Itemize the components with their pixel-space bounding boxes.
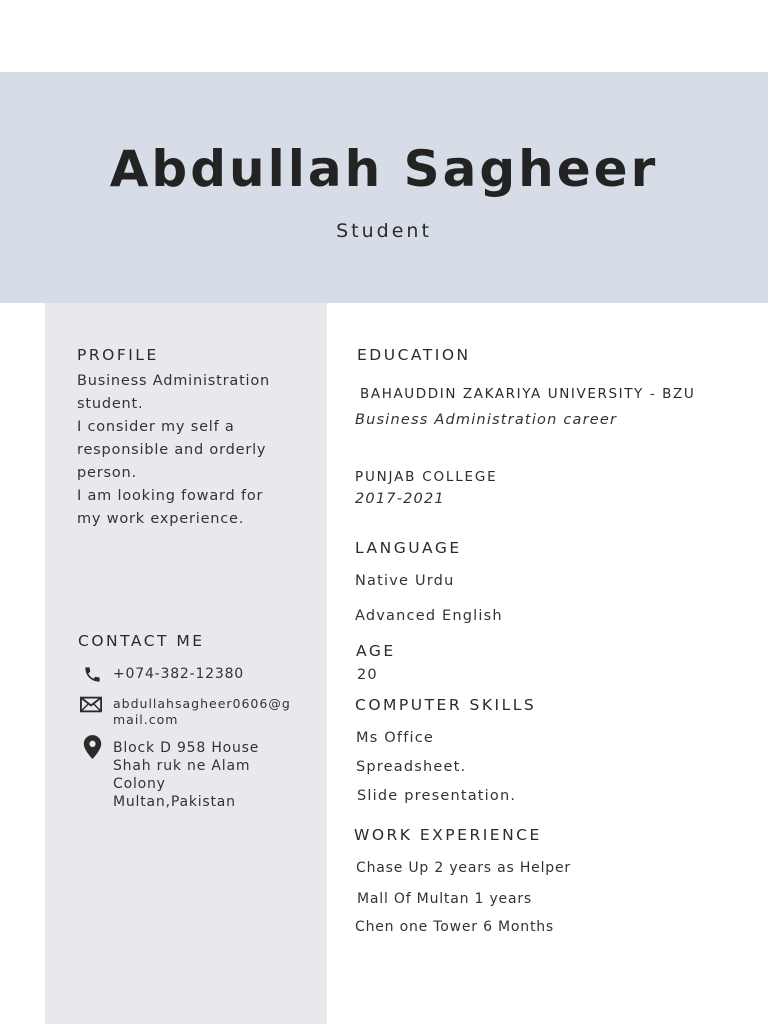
profile-line: person. [77, 465, 137, 481]
skill-item: Spreadsheet. [356, 759, 467, 775]
work-item: Mall Of Multan 1 years [357, 891, 533, 907]
language-heading: LANGUAGE [355, 539, 462, 557]
profile-line: Business Administration [77, 373, 271, 389]
profile-line: my work experience. [77, 511, 245, 527]
profile-heading: PROFILE [77, 346, 159, 364]
contact-heading: CONTACT ME [78, 632, 205, 650]
profile-line: I am looking foward for [77, 488, 264, 504]
candidate-name: Abdullah Sagheer [109, 140, 659, 198]
address-line: Colony [113, 776, 166, 792]
profile-line: I consider my self a [77, 419, 235, 435]
language-item: Advanced English [355, 608, 503, 624]
profile-line: responsible and orderly [77, 442, 267, 458]
mail-icon [80, 696, 102, 713]
address-line: Shah ruk ne Alam [113, 758, 251, 774]
email-address[interactable]: abdullahsagheer0606@gmail.com [113, 696, 291, 727]
work-item: Chen one Tower 6 Months [355, 919, 555, 935]
education-heading: EDUCATION [357, 346, 471, 364]
postal-address [113, 739, 313, 811]
education-detail: 2017-2021 [355, 491, 445, 507]
age-heading: AGE [356, 642, 396, 660]
computer-skills-heading: COMPUTER SKILLS [355, 696, 537, 714]
work-item: Chase Up 2 years as Helper [356, 860, 571, 876]
phone-number[interactable]: +074-382-12380 [113, 666, 245, 682]
candidate-role: Student [336, 220, 432, 242]
education-school: PUNJAB COLLEGE [355, 469, 498, 485]
phone-icon [81, 665, 103, 684]
location-pin-icon [81, 735, 103, 759]
profile-line: student. [77, 396, 144, 412]
address-line: Multan,Pakistan [113, 794, 236, 810]
education-school: BAHAUDDIN ZAKARIYA UNIVERSITY - BZU [360, 386, 696, 402]
profile-text [77, 370, 302, 531]
work-experience-heading: WORK EXPERIENCE [354, 826, 542, 844]
address-line: Block D 958 House [113, 740, 260, 756]
age-value: 20 [357, 667, 378, 683]
skill-item: Ms Office [356, 730, 435, 746]
education-detail: Business Administration career [355, 412, 618, 428]
language-item: Native Urdu [355, 573, 455, 589]
skill-item: Slide presentation. [357, 788, 517, 804]
